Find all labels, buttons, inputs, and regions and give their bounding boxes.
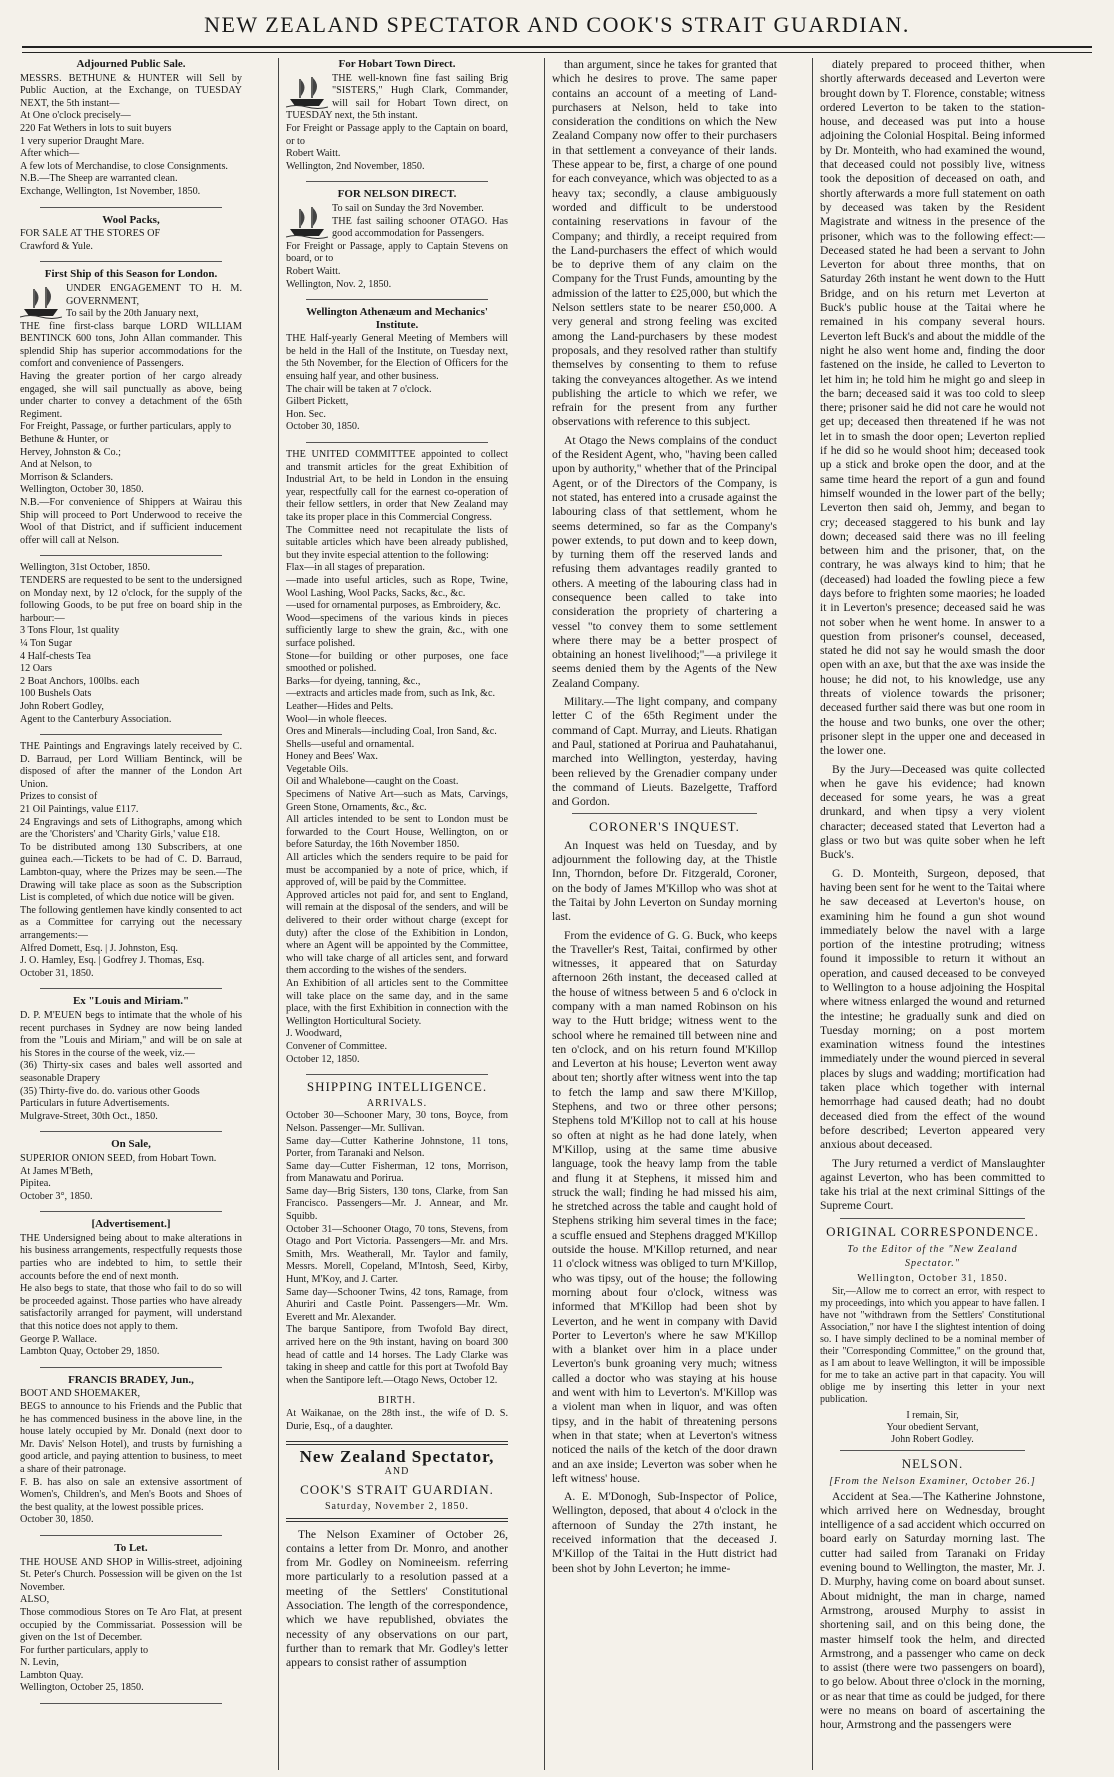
shipping-arrival: October 30—Schooner Mary, 30 tons, Boyce, from Nelson. Passenger—Mr. Sullivan. (286, 1110, 508, 1134)
col1-ad-line: Exchange, Wellington, 1st November, 1850. (20, 185, 201, 197)
ad-divider (306, 442, 488, 443)
col1-ad (20, 562, 242, 726)
col1-ad-line: 12 Oars (20, 663, 52, 675)
col2-ad-line: J. Woodward, (286, 1028, 342, 1040)
col1-ad-line: ¼ Ton Sugar (20, 637, 73, 649)
correspondence-date: Wellington, October 31, 1850. (857, 1272, 1008, 1284)
correspondence-salutation: To the Editor of the "New Zealand Spectator." (847, 1244, 1018, 1270)
col1-ad-line: TENDERS are requested to be sent to the undersigned on Monday next, by 12 o'clock, for the supply of the following Goods, to be put free on board ship in the harbour:— (20, 574, 242, 624)
banner-rule (286, 1441, 508, 1445)
col2-ad-line: THE fast sailing schooner OTAGO. Has good accommodation for Passengers. (332, 215, 508, 240)
banner-rule (286, 1518, 508, 1522)
col1-ad-line: And at Nelson, to (20, 459, 92, 471)
col1-ad-line: The following gentlemen have kindly consented to act as a Committee for carrying out the necessary arrangements:— (20, 904, 242, 941)
col1-ad-line: SUPERIOR ONION SEED, from Hobart Town. (20, 1152, 217, 1164)
col1-ad-line: For further particulars, apply to (20, 1644, 149, 1656)
correspondence-signoff: John Robert Godley. (891, 1433, 974, 1445)
col1-ad-line: Hervey, Johnston & Co.; (20, 446, 121, 458)
col2-ad (286, 449, 508, 1066)
col2-ad-line: Specimens of Native Art—such as Mats, Carvings, Green Stone, Ornaments, &c., &c. (286, 789, 508, 813)
col1-ad-line: 24 Engravings and sets of Lithographs, among which are the 'Choristers' and 'Charity Girls,' value £18. (20, 816, 242, 841)
correspondence-signoff: I remain, Sir, (906, 1409, 959, 1421)
col2-ad-line: October 30, 1850. (286, 421, 360, 433)
col1-ad-line: THE HOUSE AND SHOP in Willis-street, adjoining St. Peter's Church. Possession will be given on the 1st November. (20, 1556, 242, 1593)
ad-divider (306, 1074, 488, 1075)
col2-ad-line: Flax—in all stages of preparation. (286, 562, 425, 574)
col1-ad-line: D. P. M'EUEN begs to intimate that the whole of his recent purchases in Sydney are now being landed from the "Louis and Miriam," and will be on sale at his Stores in the course of the week, viz.— (20, 1009, 242, 1059)
col2-ad-line: —extracts and articles made from, such as Ink, &c. (286, 688, 496, 700)
col2-ad-line: Oil and Whalebone—caught on the Coast. (286, 776, 459, 788)
col2-ad-line: The Committee need not recapitulate the lists of suitable articles which have been already published, but they invite especial attention to the following: (286, 524, 508, 561)
col1-ad-line: 220 Fat Wethers in lots to suit buyers (20, 122, 172, 134)
col1-ad-line: THE Paintings and Engravings lately received by C. D. Barraud, per Lord William Bentinck, will be disposed of after the manner of the London Art Union. (20, 741, 242, 790)
inquest-paragraph: From the evidence of G. G. Buck, who keeps the Traveller's Rest, Taitai, confirmed by other witnesses, it appeared that on Saturday afternoon 26th instant, the deceased called at the house of witness between 5 and 6 o'clock in company with a man named Robinson on his way to the Hutt bridge; witness went to the school where he remained till between nine and ten o'clock, and on his return found M'Killop and Leverton at his house; Leverton went away about ten; shortly after witness went into the tap to fetch the lamp and saw there M'Killop, Stephens, and two or three other persons; Stephens told M'Killop not to call at his house so often at night as he had done lately, when M'Killop, using at the same time abusive language, took the heavy lamp from the table and flung it at Stephens, it missed him and struck the wall; finding he had missed his aim, he stretched across the table and caught hold of Stephens striking him several times in the face; a scuffle ensued and Stephens dragged M'Killop outside the house. M'Killop returned, and near 11 o'clock witness was obliged to turn M'Killop, who was tipsy, out of the house; the following morning about four o'clock, witness was informed that M'Killop had been shot by Leverton, and he went in company with David Porter to Leverton's where he saw M'Killop with a blanket over him in a place under Leverton's bunk groaning very much; witness called a doctor who was staying at his house and went with him to Leverton's. M'Killop was a violent man when in liquor, and was often tipsy, and in the habit of threatening persons when in that state; when at Leverton's witness noticed the nails of the ketch of the door drawn and an axe inside; Leverton was sober when he left witness' house. (552, 928, 777, 1485)
correspondence-heading: ORIGINAL CORRESPONDENCE. (826, 1223, 1039, 1239)
col1-ad-line: 2 Boat Anchors, 100lbs. each (20, 675, 140, 687)
col1-ad (20, 1542, 242, 1695)
shipping-heading: SHIPPING INTELLIGENCE. (306, 1079, 488, 1095)
shipping-arrival: Same day—Brig Sisters, 130 tons, Clarke, from San Francisco. Passengers—Mr. J. Annear, and Mr. Squibb. (286, 1185, 508, 1223)
col1-ad-line: Those commodious Stores on Te Aro Flat, at present occupied by the Commissariat. Possession will be given on the 1st of December. (20, 1606, 242, 1644)
shipping-arrival: The barque Santipore, from Twofold Bay direct, arrived here on the 9th instant, having on board 300 head of cattle and 14 horses. The Lady Clarke was taking in sheep and cattle for this port at Twofold Bay when the Santipore left.—Otago News, October 12. (286, 1324, 508, 1386)
correspondence-body: Sir,—Allow me to correct an error, with respect to my proceedings, into which you appear to have fallen. I have not "withdrawn from the Settlers' Constitutional Association," nor have I the slightest intention of doing so. I have simply declined to be a nominal member of their "Corresponding Committee," on the ground that, as I am about to leave Wellington, it will be impossible for me to take an active part in that capacity. You will oblige me by inserting this letter in your next publication. (820, 1285, 1045, 1405)
col1-ad-line: N. Levin, (20, 1657, 59, 1669)
ad-divider (40, 734, 222, 735)
col1-ad-line: 3 Tons Flour, 1st quality (20, 625, 120, 637)
col1-ad (20, 268, 242, 547)
col1-ad-line: Agent to the Canterbury Association. (20, 713, 172, 725)
col1-ad-line: (36) Thirty-six cases and bales well assorted and seasonable Drapery (20, 1060, 242, 1084)
editorial-paragraph: At Otago the News complains of the conduct of the Resident Agent, who, "having been called upon by authority," whether that of the Principal Agent, or of the Directors of the Company, is not stated, has entered into a crusade against the labouring class of that settlement, whom he seems determined, so far as the Company's power extends, to put down and to keep down, by turning them off the reserved lands and refusing them advantages readily granted to others. A meeting of the labouring class had in consequence been called to take into consideration the propriety of chartering a vessel "to convey them to some settlement where there may be a better prospect of obtaining an honest livelihood;"—a privilege it seems denied them by the Agents of the New Zealand Company. (552, 433, 777, 690)
col2-ad-line: THE UNITED COMMITTEE appointed to collect and transmit articles for the great Exhibition of Industrial Art, to be held in London in the ensuing year, respectfully call for the earnest co-operation of their fellow settlers, in order that New Zealand may take its proper place in this Commercial Congress. (286, 449, 508, 523)
banner-title: New Zealand Spectator, (299, 1447, 495, 1467)
col1-ad-line: October 3°, 1850. (20, 1190, 93, 1202)
col1-ad-line: UNDER ENGAGEMENT TO H. M. GOVERNMENT, (66, 282, 242, 307)
inquest-heading: CORONER'S INQUEST. (589, 819, 740, 835)
col1-ad-line: 4 Half-chests Tea (20, 650, 91, 662)
col1-ad-line: Lambton Quay, October 29, 1850. (20, 1346, 160, 1358)
sailing-ship-icon (20, 285, 62, 319)
col1-ad-line: 100 Bushels Oats (20, 688, 92, 700)
col2-ad-line: THE Half-yearly General Meeting of Members will be held in the Hall of the Institute, on Tuesday next, the 5th November, for the Election of Officers for the ensuing half year, and other business. (286, 333, 508, 383)
col2-ad-line: Robert Waitt. (286, 265, 341, 277)
masthead-rule (22, 46, 1092, 53)
col1-ad-line: BOOT AND SHOEMAKER, (20, 1388, 141, 1400)
col2-ad-line: Convener of Committee. (286, 1040, 388, 1052)
col2-ad-line: For Freight or Passage apply to the Captain on board, or to (286, 122, 508, 147)
col1-ad (20, 1218, 242, 1359)
sailing-ship-icon (286, 75, 328, 109)
col1-ad-line: Prizes to consist of (20, 791, 98, 803)
col1-ad-line: ALSO, (20, 1594, 50, 1606)
birth-notice: At Waikanae, on the 28th inst., the wife of D. S. Durie, Esq., of a daughter. (286, 1407, 508, 1432)
correspondence-signoff: Your obedient Servant, (886, 1421, 979, 1433)
col2-ad-line: Barks—for dyeing, tanning, &c., (286, 675, 421, 687)
col1-ad-line: John Robert Godley, (20, 700, 104, 712)
col2-ad-line: Approved articles not paid for, and sent to England, will remain at the disposal of the senders, and will be delivered to their order without charge (except for duty) after the close of the Exhibition in London, where an Agent will be appointed by the Committee, who will take charge of all articles sent, and forward them according to the wishes of the senders. (286, 889, 508, 977)
col1-ad-line: 21 Oil Paintings, value £117. (20, 804, 139, 816)
col1-ad-line: (35) Thirty-five do. do. various other Goods (20, 1085, 200, 1097)
col1-ad-line: Wellington, October 30, 1850. (20, 484, 144, 496)
col1-ad (20, 741, 242, 980)
column-editorial (552, 58, 777, 1770)
col1-ad-line: To sail by the 20th January next, (66, 308, 199, 320)
shipping-subheading: ARRIVALS. (366, 1097, 428, 1109)
section-divider (572, 813, 757, 814)
col1-ad-line: F. B. has also on sale an extensive assortment of Women's, Children's, and Men's Boots and Shoes of the best quality, at the lowest possible prices. (20, 1476, 242, 1513)
sailing-ship-icon (286, 205, 328, 239)
section-divider (840, 1218, 1025, 1219)
col2-ad-line: Wellington, 2nd November, 1850. (286, 160, 425, 172)
col1-ad-line: Having the greater portion of her cargo already engaged, she will sail punctually as above, being under charter to convey a detachment of the 65th Regiment. (20, 371, 242, 420)
col1-ad-line: THE Undersigned being about to make alterations in his business arrangements, respectfully requests those parties who are indebted to him, to settle their accounts before the end of next month. (20, 1232, 242, 1282)
col1-ad-line: BEGS to announce to his Friends and the Public that he has commenced business in the above line, in the house lately occupied by Mr. Donald (next door to Mr. Davis' Nelson Hotel), and trusts by furnishing a good article, and paying attention to business, to meet a share of their patronage. (20, 1401, 242, 1475)
col2-ad-line: Wool—in whole fleeces. (286, 713, 387, 725)
shipping-arrival: October 31—Schooner Otago, 70 tons, Stevens, from Otago and Port Victoria. Passengers—Mr. and Mrs. Smith, Mrs. Weatherall, Mr. Taylor and family, Messrs. Morell, Copeland, M'Intosh, Seed, Kirby, Hunt, M'Koy, and J. Carter. (286, 1223, 508, 1286)
inquest-continued-paragraph: The Jury returned a verdict of Manslaughter against Leverton, who has been committed to take his trial at the next criminal Sittings of the Supreme Court. (820, 1156, 1045, 1213)
shipping-arrival: Same day—Schooner Twins, 42 tons, Ramage, from Ahuriri and Castle Point. Passengers—Mr. Wm. Everett and Mr. Alexander. (286, 1286, 508, 1323)
col1-ad-line: A few lots of Merchandise, to close Consignments. (20, 160, 228, 172)
column-news (820, 58, 1045, 1770)
col1-ad-line: Mulgrave-Street, 30th Oct., 1850. (20, 1110, 158, 1122)
col1-ad (20, 1138, 242, 1203)
column-rule (278, 58, 279, 1770)
col2-ad-line: Ores and Minerals—including Coal, Iron Sand, &c. (286, 726, 497, 738)
col2-ad-title: For Hobart Town Direct. (338, 58, 456, 70)
col1-ad-line: Particulars in future Advertisements. (20, 1098, 170, 1110)
ad-divider (40, 1535, 222, 1536)
col1-ad-line: 1 very superior Draught Mare. (20, 135, 145, 147)
col1-ad (20, 1374, 242, 1527)
col1-ad-title: Ex "Louis and Miriam." (72, 995, 190, 1008)
ad-divider (306, 181, 488, 182)
col2-ad-line: Stone—for building or other purposes, one face smoothed or polished. (286, 650, 508, 675)
shipping-list (286, 1110, 508, 1387)
col1-ad-line: Wellington, October 25, 1850. (20, 1682, 144, 1694)
col1-ad-title: Wool Packs, (102, 213, 160, 226)
col1-ad-line: At One o'clock precisely— (20, 110, 131, 122)
column-advertisements-2 (286, 58, 508, 1770)
col2-ad-line: Wellington, Nov. 2, 1850. (286, 278, 392, 290)
col1-ad-line: At James M'Beth, (20, 1165, 93, 1177)
birth-heading: BIRTH. (378, 1395, 416, 1407)
col2-ad-line: Shells—useful and ornamental. (286, 738, 415, 750)
nelson-source: [From the Nelson Examiner, October 26.] (829, 1476, 1036, 1488)
col1-ad-line: MESSRS. BETHUNE & HUNTER will Sell by Public Auction, at the Exchange, on TUESDAY NEXT, the 5th instant— (20, 72, 242, 109)
col1-ad-line: He also begs to state, that those who fail to do so will be proceeded against. Those parties who have already satisfactorily arranged for payment, will understand that this notice does not apply to them. (20, 1283, 242, 1333)
col1-ad-line: N.B.—For convenience of Shippers at Wairau this Ship will proceed to Port Underwood to receive the Wool of that District, and if sufficient inducement offer will call at Nelson. (20, 497, 242, 546)
col1-ad-line: For Freight, Passage, or further particulars, apply to (20, 421, 232, 433)
col1-ad-line: Morrison & Sclanders. (20, 471, 114, 483)
ad-divider (40, 1211, 222, 1212)
col2-ad-line: —used for ornamental purposes, as Embroidery, &c. (286, 600, 501, 612)
col2-ad-line: For Freight or Passage, apply to Captain Stevens on board, or to (286, 240, 508, 265)
column-rule (812, 58, 813, 1770)
col2-ad-line: Vegetable Oils. (286, 763, 349, 775)
editorial-paragraph: The Nelson Examiner of October 26, contains a letter from Dr. Monro, and another from Mr. Godley on Nomineeism. referring more particularly to a resolution passed at a meeting of the Settlers' Constitutional Association. The length of the correspondence, which we have republished, obviates the necessity of any observations on our part, further than to remark that Mr. Godley's letter appears to consist rather of assumption (286, 1527, 508, 1670)
shipping-arrival: Same day—Cutter Katherine Johnstone, 11 tons, Porter, from Taranaki and Nelson. (286, 1135, 508, 1160)
col2-ad-line: Leather—Hides and Pelts. (286, 700, 394, 712)
banner-subtitle: COOK'S STRAIT GUARDIAN. (300, 1482, 494, 1498)
col2-ad (286, 306, 508, 434)
col1-ad-line: Wellington, 31st October, 1850. (20, 562, 151, 574)
col2-ad-line: Hon. Sec. (286, 408, 326, 420)
col2-ad-line: —made into useful articles, such as Rope, Twine, Wool Lashing, Wool Packs, Sacks, &c., &c. (286, 574, 508, 599)
col1-ad-line: October 31, 1850. (20, 967, 94, 979)
ad-divider (40, 1703, 222, 1704)
col2-ad (286, 58, 508, 173)
editorial-paragraph: Military.—The light company, and company letter C of the 65th Regiment under the command of Capt. Murray, and Lieuts. Rhatigan and Paul, stationed at Porirua and Pauhatahanui, marched into Wellington, yesterday, having been relieved by the Grenadier company under the command of Lieuts. Bazelgette, Trafford and Gordon. (552, 695, 777, 809)
col1-ad-title: [Advertisement.] (91, 1218, 171, 1231)
col1-ad-title: Adjourned Public Sale. (76, 58, 186, 70)
col2-ad (286, 188, 508, 291)
col1-ad (20, 214, 242, 254)
ad-divider (40, 555, 222, 556)
col1-ad-line: October 30, 1850. (20, 1514, 94, 1526)
inquest-paragraph: A. E. M'Donogh, Sub-Inspector of Police, Wellington, deposed, that about 4 o'clock in the afternoon of Sunday the 27th instant, he received information that the deceased J. M'Killop of the Taitai in the Hutt district had been shot by John Leverton; he imme- (552, 1490, 777, 1575)
col2-ad-line: October 12, 1850. (286, 1053, 360, 1065)
inquest-continued-paragraph: By the Jury—Deceased was quite collected when he gave his evidence; had known deceased for some years, he was a great drunkard, and when tipsy a very violent character; deceased stated that Leverton had a glass or two but was quite sober when he left Buck's. (820, 762, 1045, 862)
section-divider (840, 1450, 1025, 1451)
col2-ad-line: All articles which the senders require to be paid for must be accompanied by a note of price, which, if approved of, will be paid by the Committee. (286, 852, 508, 889)
ad-divider (40, 261, 222, 262)
col2-ad-line: The chair will be taken at 7 o'clock. (286, 383, 432, 395)
col1-ad-line: N.B.—The Sheep are warranted clean. (20, 173, 178, 185)
col1-ad-line: Lambton Quay. (20, 1669, 84, 1681)
col1-ad-line: J. O. Hamley, Esq. | Godfrey J. Thomas, Esq. (20, 955, 205, 967)
nelson-heading: NELSON. (901, 1455, 964, 1471)
col1-ad-line: George P. Wallace. (20, 1333, 97, 1345)
col1-ad-title: To Let. (114, 1541, 148, 1554)
ad-divider (40, 1367, 222, 1368)
col2-ad-title: Wellington Athenæum and Mechanics' Institute. (306, 306, 488, 331)
ad-divider (40, 207, 222, 208)
col2-ad-line: To sail on Sunday the 3rd November. (332, 202, 484, 214)
col1-ad (20, 995, 242, 1123)
ad-divider (40, 1131, 222, 1132)
col2-ad-title: FOR NELSON DIRECT. (337, 188, 457, 201)
masthead: NEW ZEALAND SPECTATOR AND COOK'S STRAIT GUARDIAN. (204, 12, 910, 37)
col1-ad-line: Pipitea. (20, 1178, 51, 1190)
col1-ad-line: FOR SALE AT THE STORES OF (20, 228, 161, 240)
col1-ad-line: Crawford & Yule. (20, 240, 93, 252)
nelson-body: Accident at Sea.—The Katherine Johnstone, which arrived here on Wednesday, brought intelligence of a sad accident which occurred on board early on Saturday morning last. The cutter had sailed from Taranaki on Friday evening bound to Wellington, the master, Mr. J. D. Murphy, having come on board about sunset. About midnight, the man in charge, named Armstrong, aroused Murphy to assist in shortening sail, and on this being done, the master himself took the helm, and directed Armstrong, and a passenger who came on deck to assist (there were two passengers on board), to go below. About three o'clock in the morning, or as near that time as could be judged, for there were no means on board of ascertaining the hour, Armstrong and the passengers were (820, 1489, 1045, 1732)
col1-ad-line: Alfred Domett, Esq. | J. Johnston, Esq. (20, 942, 178, 954)
col2-ad-line: An Exhibition of all articles sent to the Committee will take place on the same day, and in the same place, with the first Exhibition in connection with the Wellington Horticultural Society. (286, 977, 508, 1027)
inquest-paragraph: An Inquest was held on Tuesday, and by adjournment the following day, at the Thistle Inn, Thorndon, before Dr. Fitzgerald, Coroner, on the body of James M'Killop who was shot at the Taitai by John Leverton on Sunday morning last. (552, 838, 777, 924)
ad-divider (306, 299, 488, 300)
col1-ad-line: To be distributed among 130 Subscribers, at one guinea each.—Tickets to be had of C. D. Barraud, Lambton-quay, where the Prizes may be seen.—The Drawing will take place as soon as the Subscription List is completed, of which due notice will be given. (20, 841, 242, 904)
col1-ad-line: After which— (20, 148, 80, 160)
banner-date: Saturday, November 2, 1850. (324, 1500, 470, 1512)
inquest-continued-paragraph: G. D. Monteith, Surgeon, deposed, that having been sent for he went to the Taitai where he saw deceased at Leverton's house, on examining him he found a gun shot wound immediately below the navel with a large portion of the intestine protruding; witness found it impossible to return it without an operation, and caused deceased to be conveyed to Wellington to a house adjoining the Hospital where witness enlarged the wound and returned the intestine; he gradually sunk and died on Tuesday morning; on a post mortem examination witness found the intestines immediately under the wound pierced in several places by slugs and wadding; mortification had taken place which together with internal hemorrhage had caused death; had no doubt deceased died from the effect of the wound before described; Leverton appeared very anxious about deceased. (820, 866, 1045, 1152)
col1-ad-line: Bethune & Hunter, or (20, 434, 109, 446)
col2-ad-line: Honey and Bees' Wax. (286, 751, 378, 763)
col2-ad-line: All articles intended to be sent to London must be forwarded to the Court House, Wellington, on or before Saturday, the 16th November 1850. (286, 814, 508, 851)
col2-ad-line: Wood—specimens of the various kinds in pieces sufficiently large to shew the grain, &c., with one surface polished. (286, 612, 508, 649)
inquest-continued-paragraph: diately prepared to proceed thither, when shortly afterwards deceased and Leverton were brought down by T. Florence, constable; witness ordered Leverton to be taken to the station-house, and deceased was put into a house adjoining the Colonial Hospital. Being informed by Dr. Monteith, who had examined the wound, that deceased could not possibly live, witness took the deposition of deceased on oath, and shortly afterwards a more full statement on oath by deceased was taken by the Resident Magistrate and witness in the presence of the prisoner, which was to the following effect:—Deceased stated he had been a servant to John Leverton for about three months, that on Saturday 26th instant he went down to the Hutt Bridge, and on his return met Leverton at Buck's public house at the Taitai where he remained in his company several hours. Leverton left Buck's and about the middle of the night he also went home and, finding the door fastened on the inside, he called to Leverton to let him in; he told him he might go and sleep in the barn; deceased said it was too cold to sleep there; prisoner said he did not care he would not get up; deceased then threatened if he was not let in to smash the door open; Leverton replied if he did so he would shoot him; deceased took up a stick and broke open the door, and at the same time heard the report of a gun and found himself wounded in the lower part of the belly; Leverton then said oh, Jemmy, and began to cry; deceased staggered to his bunk and lay down; deceased said there was no ill feeling between him and the prisoner, that, on the contrary, he was always kind to him; that he (deceased) had loaded the fowling piece a few days before to frighten some maories; he loaded it in Leverton's presence; deceased said he was not sober when he went home. In answer to a question from prisoner's counsel, deceased, stated he did not say he would smash the door open with an axe, but that the axe was inside the house; he did not, to his knowledge, use any threats of violence towards the prisoner; deceased further said there was but one room in the house and two bunks, one over the other; prisoner slept in the upper one and deceased in the lower one. (820, 58, 1045, 758)
col2-ad-line: THE well-known fine fast sailing Brig "SISTERS," Hugh Clark, Commander, will sail for Hobart Town direct, on TUESDAY next, the 5th instant. (286, 72, 508, 122)
col1-ad-title: FRANCIS BRADEY, Jun., (68, 1373, 194, 1386)
col1-ad-title: First Ship of this Season for London. (44, 268, 218, 281)
col1-ad-line: THE fine first-class barque LORD WILLIAM BENTINCK 600 tons, John Allan commander. This splendid Ship has superior accommodations for the comfort and convenience of Passengers. (20, 320, 242, 370)
col2-ad-line: Gilbert Pickett, (286, 396, 349, 408)
col2-ad-line: Robert Waitt. (286, 148, 341, 160)
shipping-arrival: Same day—Cutter Fisherman, 12 tons, Morrison, from Manawatu and Porirua. (286, 1160, 508, 1185)
banner-and: AND (384, 1465, 410, 1477)
ad-divider (40, 988, 222, 989)
column-advertisements-1 (20, 58, 242, 1770)
column-rule (544, 58, 545, 1770)
col1-ad (20, 58, 242, 199)
col1-ad-title: On Sale, (111, 1138, 151, 1151)
editorial-paragraph: than argument, since he takes for granted that which he desires to prove. The same paper contains an account of a meeting of Land-purchasers at Nelson, held to take into consideration the conditions on which the New Zealand Company now offer to their purchasers in that settlement a conveyance of their lands. These appear to be, first, a charge of one pound for each conveyance, which was objected to as a heavy tax; secondly, a clause ambiguously worded and difficult to be understood containing reservations in favour of the Company; and thirdly, a receipt required from the Land-purchasers the effect of which would be to deprive them of any claim on the Company for the Trust Funds, amounting by the admission of the latter to £25,000, but which the Nelson settlers state to be nearer £50,000. A very general and strong feeling was excited among the Land-purchasers by these modest proposals, and they resolved rather than stultify themselves by consenting to them to refuse taking the conveyances altogether. As we intend publishing the article to which we refer, we refrain for the present from any further observations with reference to this subject. (552, 58, 777, 429)
